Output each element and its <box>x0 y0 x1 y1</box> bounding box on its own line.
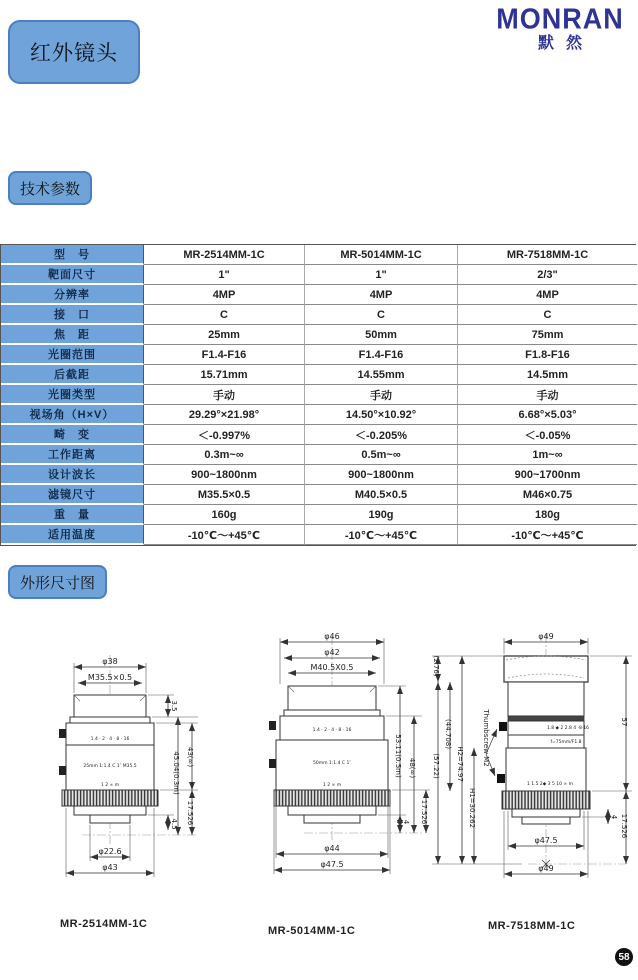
dimension-label: φ46 <box>324 632 340 641</box>
spec-row-label: 适用温度 <box>1 525 144 545</box>
dimension-label: 4 <box>610 814 618 820</box>
spec-row-label: 设计波长 <box>1 465 144 485</box>
dimension-label: φ49 <box>538 632 554 641</box>
spec-cell: 0.3m~∞ <box>144 445 305 465</box>
dimension-label: 17.526 <box>186 800 194 826</box>
spec-cell: 4MP <box>305 285 458 305</box>
section-label-dimensions: 外形尺寸图 <box>8 565 107 599</box>
brand-logo <box>486 4 634 54</box>
dimension-label: φ47.5 <box>320 860 344 869</box>
spec-row-label: 视场角（H×V） <box>1 405 144 425</box>
brand-logo-chinese: 默然 <box>537 35 594 52</box>
spec-cell: 75mm <box>458 325 637 345</box>
spec-cell: -10℃～+45℃ <box>458 525 637 545</box>
dimension-label: 53.11(0.5m) <box>394 734 402 778</box>
thumbscrew <box>59 729 66 738</box>
spec-cell: C <box>144 305 305 325</box>
thumbscrew <box>269 759 276 768</box>
dimension-label: (57.22) <box>432 753 440 779</box>
dimension-label: φ44 <box>324 844 340 853</box>
spec-cell: 4MP <box>458 285 637 305</box>
c-mount-thread <box>522 817 570 824</box>
dimension-label: φ49 <box>538 864 554 873</box>
spec-cell: 4MP <box>144 285 305 305</box>
dimension-label: 17.526 <box>620 813 628 839</box>
spec-row-label: 畸 变 <box>1 425 144 445</box>
brand-logo-wordmark: MONRAN <box>496 3 624 35</box>
spec-cell: 14.55mm <box>305 365 458 385</box>
spec-cell: 6.68°×5.03° <box>458 405 637 425</box>
dimension-label: φ38 <box>102 657 118 666</box>
spec-cell: M40.5×0.5 <box>305 485 458 505</box>
drawing-caption-2514: MR-2514MM-1C <box>60 918 148 930</box>
focus-scale-text: 1 2 ∞ m <box>322 783 342 788</box>
spec-row-label: 工作距离 <box>1 445 144 465</box>
spec-cell: ＜-0.997% <box>144 425 305 445</box>
thumbscrew <box>269 721 276 730</box>
page-number-badge: 58 <box>615 948 633 966</box>
spec-cell: F1.8-F16 <box>458 345 637 365</box>
spec-cell: 14.50°×10.92° <box>305 405 458 425</box>
spec-cell: 1" <box>144 265 305 285</box>
dimension-label: φ22.6 <box>98 847 122 856</box>
spec-cell: 2/3" <box>458 265 637 285</box>
spec-row-label: 型 号 <box>1 245 144 265</box>
dimension-label: H2=74.97 <box>456 746 464 782</box>
dimension-label: φ43 <box>102 863 118 872</box>
aperture-scale-text: 1.4 · 2 · 4 · 8 · 16 <box>90 737 130 742</box>
dimension-label: φ42 <box>324 648 340 657</box>
spec-cell: F1.4-F16 <box>144 345 305 365</box>
spec-cell: 25mm <box>144 325 305 345</box>
dimension-label: 17.526 <box>420 799 428 825</box>
knurled-focus-ring <box>62 790 158 806</box>
spec-cell: 50mm <box>305 325 458 345</box>
lens-drawing-7518 <box>428 626 636 893</box>
dimension-label: 4 <box>402 819 410 825</box>
spec-cell: M35.5×0.5 <box>144 485 305 505</box>
drawing-caption-5014: MR-5014MM-1C <box>268 925 356 937</box>
spec-cell: 15.71mm <box>144 365 305 385</box>
spec-cell: 180g <box>458 505 637 525</box>
spec-row-label: 焦 距 <box>1 325 144 345</box>
dimension-label: 4.5 <box>170 818 178 830</box>
spec-row-label: 分辨率 <box>1 285 144 305</box>
spec-cell: MR-5014MM-1C <box>305 245 458 265</box>
spec-row-label: 接 口 <box>1 305 144 325</box>
dimension-label: 45.04(0.3m) <box>172 751 180 795</box>
c-mount-thread <box>90 815 130 823</box>
thumbscrew <box>499 722 507 731</box>
dimension-label: φ47.5 <box>534 836 558 845</box>
thumbscrew-callout: Thumbscrew M2 <box>482 709 490 767</box>
spec-cell: C <box>305 305 458 325</box>
dimension-label: (2.76) <box>432 655 440 677</box>
barrel-marking-text: f=75mm/F1.8 <box>550 740 582 745</box>
spec-row-label: 重 量 <box>1 505 144 525</box>
spec-cell: 手动 <box>144 385 305 405</box>
lens-drawing-5014 <box>240 628 430 895</box>
spec-table <box>0 244 636 546</box>
aperture-scale-text: 1.8 ◆ 2 2.8 4 ·8·16 <box>546 726 590 731</box>
dimension-label: 3.5 <box>170 700 178 712</box>
spec-cell: 29.29°×21.98° <box>144 405 305 425</box>
dimension-label: M35.5×0.5 <box>87 673 133 682</box>
dimension-label: H1=30.262 <box>468 787 476 829</box>
spec-row-label: 光圈类型 <box>1 385 144 405</box>
thumbscrew <box>59 766 66 775</box>
knurled-focus-ring <box>274 790 390 806</box>
focus-scale-text: 1 1.5 2◆ 3 5 10 ∞ m <box>527 782 573 787</box>
dimension-label: 43(∞) <box>186 746 194 768</box>
spec-cell: 14.5mm <box>458 365 637 385</box>
spec-cell: F1.4-F16 <box>305 345 458 365</box>
section-label-specs: 技术参数 <box>8 171 92 205</box>
barrel-marking-text: 50mm 1:1.4 C 1″ <box>312 761 352 766</box>
dimension-label: 57 <box>620 717 628 727</box>
drawing-caption-7518: MR-7518MM-1C <box>488 920 576 932</box>
barrel-marking-text: 25mm 1:1.4 C 1″ M35.5 <box>83 764 137 769</box>
spec-row-label: 光圈范围 <box>1 345 144 365</box>
spec-cell: MR-2514MM-1C <box>144 245 305 265</box>
c-mount-thread <box>304 815 360 823</box>
spec-cell: 160g <box>144 505 305 525</box>
dimension-label: M40.5X0.5 <box>310 663 354 672</box>
dimension-label: 48(∞) <box>408 757 416 779</box>
knurled-focus-ring <box>502 791 590 809</box>
spec-cell: -10℃～+45℃ <box>305 525 458 545</box>
spec-row-label: 后截距 <box>1 365 144 385</box>
spec-cell: 900~1800nm <box>305 465 458 485</box>
dimension-label: (44.708) <box>444 719 452 749</box>
spec-cell: 手动 <box>458 385 637 405</box>
spec-cell: 手动 <box>305 385 458 405</box>
spec-cell: 900~1800nm <box>144 465 305 485</box>
spec-cell: 0.5m~∞ <box>305 445 458 465</box>
spec-cell: 1" <box>305 265 458 285</box>
spec-row-label: 靶面尺寸 <box>1 265 144 285</box>
spec-cell: -10℃～+45℃ <box>144 525 305 545</box>
page-title: 红外镜头 <box>8 20 140 84</box>
spec-cell: 1m~∞ <box>458 445 637 465</box>
spec-cell: ＜-0.205% <box>305 425 458 445</box>
spec-cell: M46×0.75 <box>458 485 637 505</box>
spec-row-label: 滤镜尺寸 <box>1 485 144 505</box>
spec-cell: 190g <box>305 505 458 525</box>
spec-cell: 900~1700nm <box>458 465 637 485</box>
lens-drawing-2514 <box>22 645 208 896</box>
thumbscrew <box>497 774 505 783</box>
spec-cell: ＜-0.05% <box>458 425 637 445</box>
aperture-scale-text: 1.4 · 2 · 4 · 8 · 16 <box>312 728 352 733</box>
spec-cell: MR-7518MM-1C <box>458 245 637 265</box>
focus-scale-text: 1 2 ∞ m <box>100 783 120 788</box>
spec-cell: C <box>458 305 637 325</box>
